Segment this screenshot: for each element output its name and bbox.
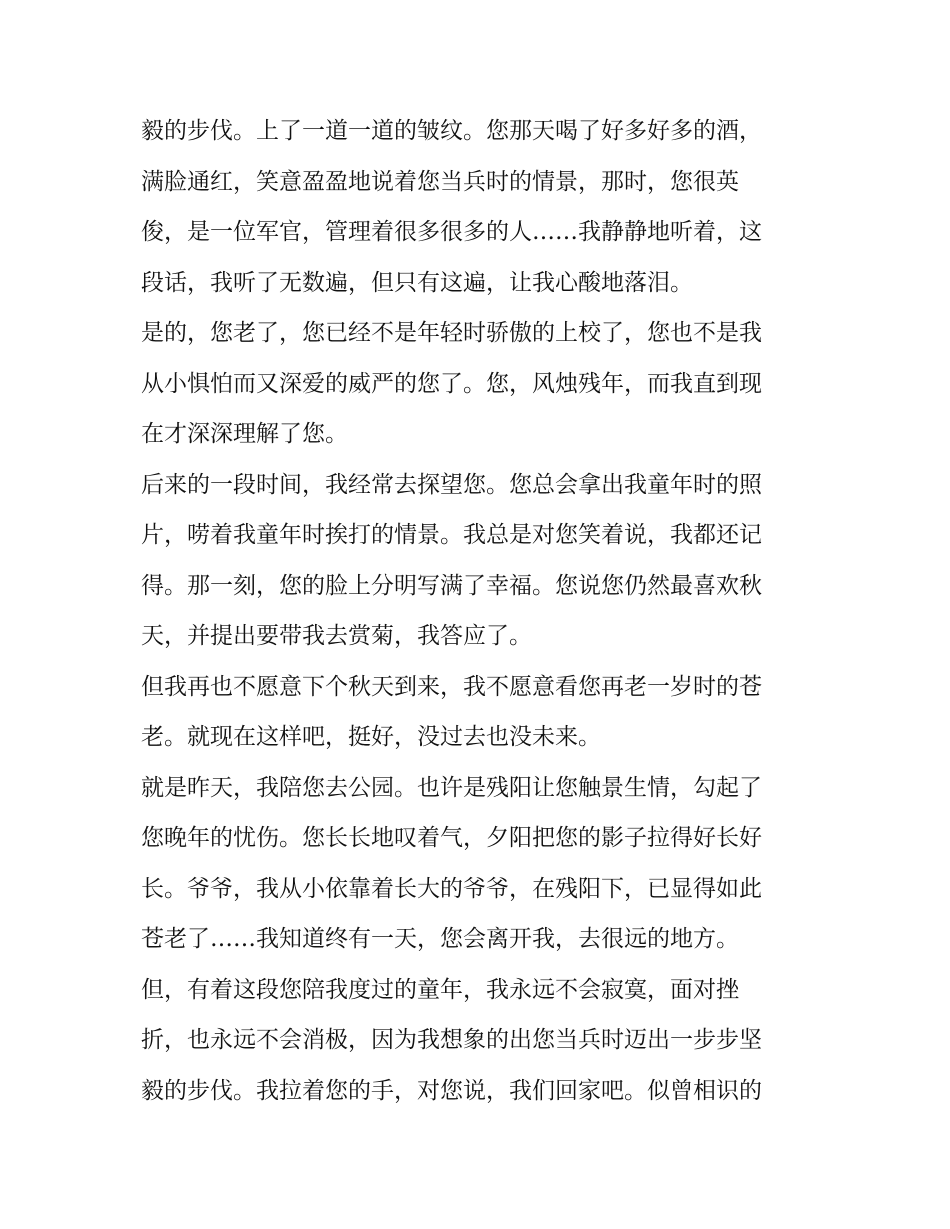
text-line: 得。那一刻，您的脸上分明写满了幸福。您说您仍然最喜欢秋 (141, 572, 762, 599)
text-line: 但，有着这段您陪我度过的童年，我永远不会寂寞，面对挫 (141, 976, 739, 1003)
text-line: 片，唠着我童年时挨打的情景。我总是对您笑着说，我都还记 (141, 522, 762, 548)
text-line: 俊，是一位军官，管理着很多很多的人……我静静地听着，这 (141, 219, 762, 245)
text-line: 长。爷爷，我从小依靠着长大的爷爷，在残阳下，已显得如此 (141, 875, 762, 902)
text-line: 满脸通红，笑意盈盈地说着您当兵时的情景，那时，您很英 (141, 168, 739, 195)
text-line: 从小惧怕而又深爱的威严的您了。您，风烛残年，而我直到现 (141, 370, 762, 397)
text-line: 您晚年的忧伤。您长长地叹着气，夕阳把您的影子拉得好长好 (141, 825, 762, 851)
text-line: 就是昨天，我陪您去公园。也许是残阳让您触景生情，勾起了 (141, 774, 762, 801)
body-text (141, 106, 821, 1116)
text-line: 折，也永远不会消极，因为我想象的出您当兵时迈出一步步坚 (141, 1027, 762, 1053)
text-line: 老。就现在这样吧，挺好，没过去也没未来。 (141, 724, 601, 750)
text-line: 毅的步伐。我拉着您的手，对您说，我们回家吧。似曾相识的 (141, 1077, 762, 1104)
text-line: 天，并提出要带我去赏菊，我答应了。 (141, 623, 532, 649)
text-line: 但我再也不愿意下个秋天到来，我不愿意看您再老一岁时的苍 (141, 673, 762, 700)
text-line: 是的，您老了，您已经不是年轻时骄傲的上校了，您也不是我 (141, 320, 762, 346)
text-line: 在才深深理解了您。 (141, 421, 348, 447)
text-line: 苍老了……我知道终有一天，您会离开我，去很远的地方。 (141, 926, 739, 952)
text-line: 毅的步伐。上了一道一道的皱纹。您那天喝了好多好多的酒， (141, 118, 762, 144)
text-line: 后来的一段时间，我经常去探望您。您总会拿出我童年时的照 (141, 471, 762, 498)
text-line: 段话，我听了无数遍，但只有这遍，让我心酸地落泪。 (141, 269, 693, 296)
